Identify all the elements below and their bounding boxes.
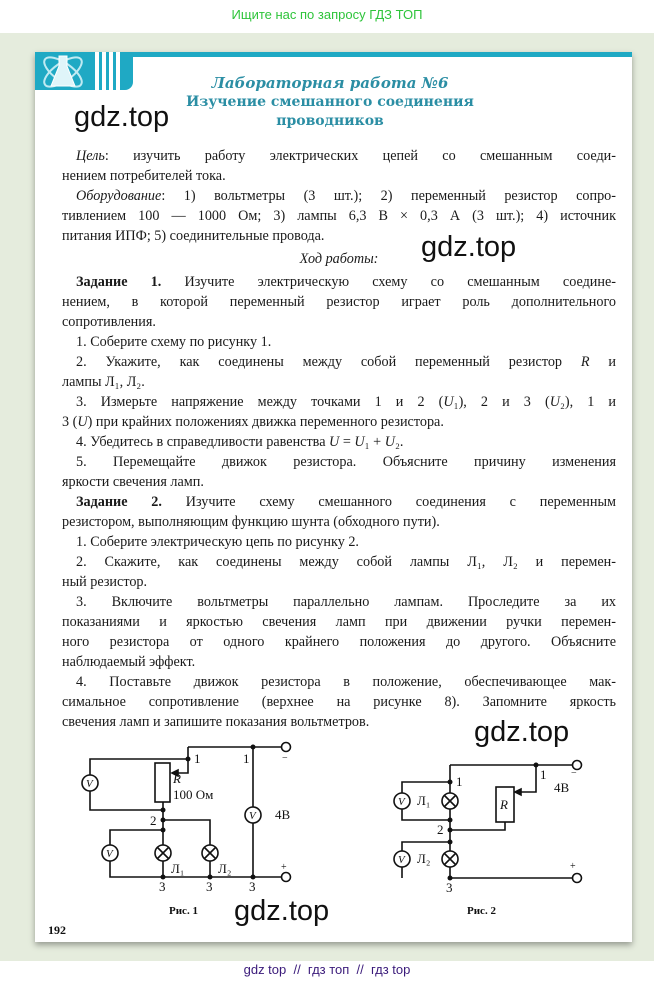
figure-1-labels (86, 751, 291, 917)
text-segment: 1. Соберите электрическую цепь по рисунку 2. (76, 534, 359, 550)
watermark: gdz.top (234, 895, 330, 927)
watermark: gdz.top (74, 101, 170, 133)
italic-text: Оборудование (76, 188, 162, 204)
text-segment: ₁ + (364, 434, 385, 450)
italic-text: U (384, 434, 395, 450)
text-segment: свечения ламп и запишите показания вольтметров. (62, 714, 370, 730)
text-segment: сопротивления. (62, 314, 156, 330)
text-segment: тивлением 100 — 1000 Ом; 3) лампы 6,3 В × 0,3 А (3 шт.); 4) источник (62, 208, 616, 224)
italic-text: U (354, 434, 365, 450)
text-segment: и (589, 354, 617, 370)
voltmeter-label: V (398, 796, 405, 808)
text-segment: : изучить работу электрических цепей со смешанным соеди- (104, 148, 616, 164)
text-segment: ₂. (394, 434, 404, 450)
text-segment: питания ИПФ; 5) соединительные провода. (62, 228, 325, 244)
voltage-label: 4В (554, 780, 570, 795)
voltmeter-label: V (86, 778, 93, 790)
node-3-label: 3 (446, 880, 453, 895)
text-segment: Изучите схему смешанного соединения с переменным (161, 494, 617, 510)
text-segment: : 1) вольтметры (3 шт.); 2) переменный резистор сопро- (161, 188, 616, 204)
text-segment: резистором, выполняющим функцию шунта (обходного пути). (62, 514, 440, 530)
text-segment: 2. Скажите, как соединены между собой лампы Л₁, Л₂ и перемен- (76, 554, 616, 570)
figure-2-caption: Рис. 2 (467, 905, 496, 917)
italic-text: Ход работы: (299, 251, 379, 267)
figure-1-caption: Рис. 1 (169, 905, 198, 917)
node-1-label: 1 (243, 751, 250, 766)
figure-1-circuit (82, 743, 291, 882)
task-heading: Задание 2. (76, 494, 162, 510)
text-segment: яркости свечения ламп. (62, 474, 204, 490)
italic-text: U (549, 394, 560, 410)
resistor-label: R (173, 771, 181, 786)
footer-links[interactable]: gdz top // гдз топ // гдз top (243, 962, 411, 977)
text-segment: 5. Перемещайте движок резистора. Объясните причину изменения (76, 454, 616, 470)
text-segment: = (339, 434, 355, 450)
minus-terminal-label: − (282, 753, 288, 764)
resistor-value: 100 Ом (173, 787, 214, 802)
italic-text: R (580, 354, 590, 370)
lab-title: Лабораторная работа №6 (211, 74, 449, 92)
text-segment: 1. Соберите схему по рисунку 1. (76, 334, 272, 350)
text-segment: симальное сопротивление (верхнее на рисунке 8). Запомните яркость (62, 694, 616, 710)
voltmeter-label: V (106, 848, 113, 860)
text-segment: 3 ( (62, 414, 78, 430)
text-segment: ₂), 1 и (559, 394, 617, 410)
text-segment: ный резистор. (62, 574, 148, 590)
text-segment: 2. Укажите, как соединены между собой переменный резистор (76, 354, 581, 370)
plus-terminal-label: + (281, 862, 287, 873)
text-segment: Изучите электрическую схему со смешанным соедине- (161, 274, 617, 290)
text-segment: показаниями и яркостью свечения ламп при движении ручки перемен- (62, 614, 616, 630)
text-segment: ного резистора от одного крайнего положения до другого. Объясните (62, 634, 616, 650)
node-1-label: 1 (456, 774, 463, 789)
text-segment: 3. Включите вольтметры параллельно лампам. Проследите за их (76, 594, 616, 610)
italic-text: U (77, 414, 88, 430)
node-1-label: 1 (194, 751, 201, 766)
text-segment: лампы Л₁, Л₂. (62, 374, 145, 390)
plus-terminal-label: + (570, 861, 576, 872)
lab-subtitle-line-2: проводников (276, 113, 384, 129)
minus-terminal-label: − (571, 768, 577, 779)
italic-text: U (329, 434, 340, 450)
watermark: gdz.top (421, 231, 517, 263)
page-number: 192 (48, 923, 66, 937)
voltmeter-label: V (398, 854, 405, 866)
voltmeter-label: V (249, 810, 256, 822)
italic-text: U (443, 394, 454, 410)
node-3-label: 3 (249, 879, 256, 894)
italic-text: Цель (76, 148, 105, 164)
node-3-label: 3 (159, 879, 166, 894)
text-segment: 3. Измерьте напряжение между точками 1 и 2 ( (76, 394, 444, 410)
text-segment: ₁), 2 и 3 ( (453, 394, 550, 410)
lamp-1-label: Л₁ (171, 861, 185, 876)
text-segment: нением потребителей тока. (62, 168, 226, 184)
node-2-label: 2 (150, 813, 157, 828)
node-3-label: 3 (206, 879, 213, 894)
text-segment: ) при крайних положениях движка переменного резистора. (87, 414, 444, 430)
lamp-1-label: Л₁ (417, 793, 431, 808)
text-segment: нением, в которой переменный резистор играет роль дополнительного (62, 294, 616, 310)
watermark: gdz.top (474, 716, 570, 748)
node-1-label: 1 (540, 767, 547, 782)
text-segment: 4. Убедитесь в справедливости равенства (76, 434, 330, 450)
lab-subtitle-line-1: Изучение смешанного соединения (186, 94, 474, 110)
task-heading: Задание 1. (76, 274, 162, 290)
text-segment: наблюдаемый эффект. (62, 654, 196, 670)
lamp-2-label: Л₂ (417, 851, 431, 866)
node-2-label: 2 (437, 822, 444, 837)
resistor-label: R (500, 797, 508, 812)
voltage-label: 4В (275, 807, 291, 822)
top-banner: Ищите нас по запросу ГДЗ ТОП (231, 7, 423, 22)
lamp-2-label: Л₂ (218, 861, 232, 876)
text-segment: 4. Поставьте движок резистора в положение, обеспечивающее мак- (76, 674, 616, 690)
